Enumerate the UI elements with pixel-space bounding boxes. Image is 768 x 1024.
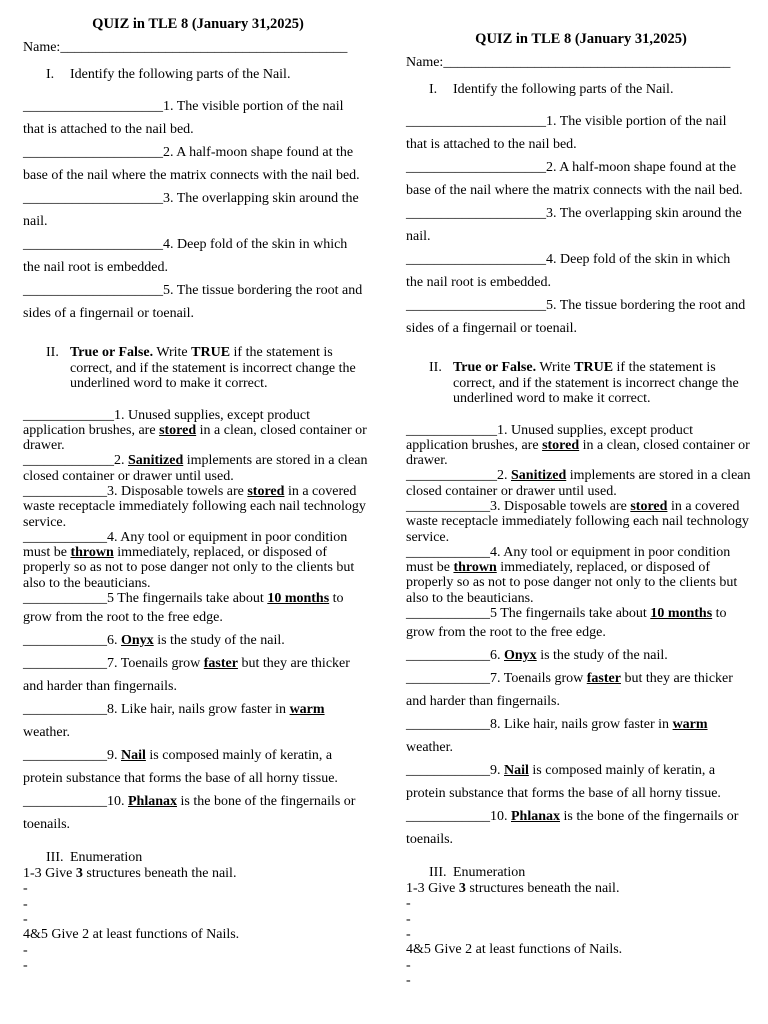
list-item: nail. [23, 214, 48, 229]
list-item: 4&5 Give 2 at least functions of Nails. [23, 927, 240, 943]
section-2-heading [23, 345, 373, 392]
list-item: ____________3. Disposable towels are stored in a covered waste receptacle immediately following each nail technology service. [406, 498, 749, 545]
list-item: ____________8. Like hair, nails grow faster in warm [406, 717, 708, 733]
list-item: 4&5 Give 2 at least functions of Nails. [406, 942, 623, 958]
list-item: ____________6. Onyx is the study of the nail. [406, 648, 668, 664]
list-item: _____________2. Sanitized implements are stored in a clean closed container or drawer until used. [23, 453, 368, 484]
list-item: toenails. [23, 817, 71, 833]
list-item: _____________1. Unused supplies, except product application brushes, are stored in a clean, closed container or drawer. [23, 407, 367, 454]
answer-dash: - [406, 957, 411, 973]
list-item: ____________5 The fingernails take about 10 months to [23, 591, 344, 607]
section-number: III. [46, 850, 64, 866]
section-instruction: Enumeration [453, 865, 526, 881]
list-item: ____________4. Any tool or equipment in poor condition must be thrown immediately, replaced, or disposed of properly so as not to pose danger not only to the clients but also to the beauticians. [23, 529, 355, 591]
list-item: ____________3. Disposable towels are stored in a covered waste receptacle immediately following each nail technology service. [23, 483, 366, 530]
list-item: ____________________3. The overlapping skin around the [406, 206, 742, 221]
section-2-items [406, 423, 756, 607]
quiz-copy-right [406, 29, 756, 988]
section-number: II. [46, 345, 59, 360]
list-item: ____________________1. The visible portion of the nail [406, 114, 727, 129]
list-item: ____________8. Like hair, nails grow faster in warm [23, 702, 325, 718]
answer-dash: - [406, 896, 411, 912]
list-item: that is attached to the nail bed. [406, 137, 577, 152]
section-1-heading [23, 67, 373, 95]
list-item: toenails. [406, 832, 454, 848]
answer-dash: - [23, 881, 28, 897]
section-instruction: Identify the following parts of the Nail. [70, 67, 291, 82]
name-field: Name:_________________________________________ [406, 55, 731, 70]
list-item: ____________7. Toenails grow faster but they are thicker [406, 671, 733, 687]
section-number: I. [429, 82, 438, 97]
list-item: grow from the root to the free edge. [406, 625, 606, 641]
section-2-items-wide [23, 591, 373, 836]
list-item: the nail root is embedded. [406, 275, 552, 290]
list-item: 1-3 Give 3 structures beneath the nail. [406, 881, 620, 897]
answer-dash: - [406, 911, 411, 927]
section-1-heading [406, 82, 756, 110]
section-instruction: Enumeration [70, 850, 143, 866]
section-2-items-wide [406, 606, 756, 851]
list-item: ____________5 The fingernails take about 10 months to [406, 606, 727, 622]
list-item: _____________2. Sanitized implements are stored in a clean closed container or drawer until used. [406, 468, 751, 499]
list-item: ____________________4. Deep fold of the skin in which [406, 252, 731, 267]
list-item: ____________________5. The tissue bordering the root and [406, 298, 746, 313]
section-2-items [23, 408, 373, 592]
list-item: ____________________2. A half-moon shape found at the [23, 145, 354, 160]
list-item: grow from the root to the free edge. [23, 610, 223, 626]
list-item: weather. [406, 740, 454, 756]
list-item: sides of a fingernail or toenail. [406, 321, 578, 336]
answer-dash: - [23, 957, 28, 973]
list-item: ____________10. Phlanax is the bone of the fingernails or [406, 809, 739, 825]
section-instruction: Identify the following parts of the Nail. [453, 82, 674, 97]
list-item: ____________________3. The overlapping skin around the [23, 191, 359, 206]
list-item: that is attached to the nail bed. [23, 122, 194, 137]
section-1-items [23, 95, 373, 325]
list-item: ____________6. Onyx is the study of the nail. [23, 633, 285, 649]
name-field: Name:_________________________________________ [23, 40, 348, 55]
list-item: ____________________1. The visible portion of the nail [23, 99, 344, 114]
list-item: ____________________5. The tissue bordering the root and [23, 283, 363, 298]
answer-dash: - [23, 911, 28, 927]
list-item: and harder than fingernails. [406, 694, 560, 710]
section-3-items [406, 881, 756, 988]
list-item: ____________4. Any tool or equipment in poor condition must be thrown immediately, replaced, or disposed of properly so as not to pose danger not only to the clients but also to the beauticians. [406, 544, 738, 606]
list-item: ____________7. Toenails grow faster but they are thicker [23, 656, 350, 672]
list-item: ____________10. Phlanax is the bone of the fingernails or [23, 794, 356, 810]
list-item: nail. [406, 229, 431, 244]
list-item: ____________________4. Deep fold of the skin in which [23, 237, 348, 252]
quiz-title: QUIZ in TLE 8 (January 31,2025) [475, 31, 687, 47]
section-2-heading [406, 360, 756, 407]
list-item: 1-3 Give 3 structures beneath the nail. [23, 866, 237, 882]
section-instruction: True or False. Write TRUE if the statement is correct, and if the statement is incorrect change the underlined word to make it correct. [70, 345, 356, 391]
list-item: sides of a fingernail or toenail. [23, 306, 195, 321]
answer-dash: - [23, 942, 28, 958]
section-number: II. [429, 360, 442, 375]
quiz-copy-left [23, 14, 373, 973]
list-item: base of the nail where the matrix connects with the nail bed. [406, 183, 743, 198]
section-instruction: True or False. Write TRUE if the statement is correct, and if the statement is incorrect change the underlined word to make it correct. [453, 360, 739, 406]
list-item: protein substance that forms the base of all horny tissue. [406, 786, 721, 802]
list-item: protein substance that forms the base of all horny tissue. [23, 771, 338, 787]
section-number: III. [429, 865, 447, 881]
answer-dash: - [406, 926, 411, 942]
list-item: base of the nail where the matrix connects with the nail bed. [23, 168, 360, 183]
quiz-title: QUIZ in TLE 8 (January 31,2025) [92, 16, 304, 32]
list-item: ____________9. Nail is composed mainly of keratin, a [406, 763, 716, 779]
list-item: and harder than fingernails. [23, 679, 177, 695]
list-item: ____________9. Nail is composed mainly of keratin, a [23, 748, 333, 764]
list-item: _____________1. Unused supplies, except product application brushes, are stored in a clean, closed container or drawer. [406, 422, 750, 469]
section-3-heading [23, 850, 373, 866]
list-item: the nail root is embedded. [23, 260, 169, 275]
answer-dash: - [406, 972, 411, 988]
section-number: I. [46, 67, 55, 82]
list-item: ____________________2. A half-moon shape found at the [406, 160, 737, 175]
section-3-items [23, 866, 373, 973]
list-item: weather. [23, 725, 71, 741]
answer-dash: - [23, 896, 28, 912]
section-3-heading [406, 865, 756, 881]
section-1-items [406, 110, 756, 340]
